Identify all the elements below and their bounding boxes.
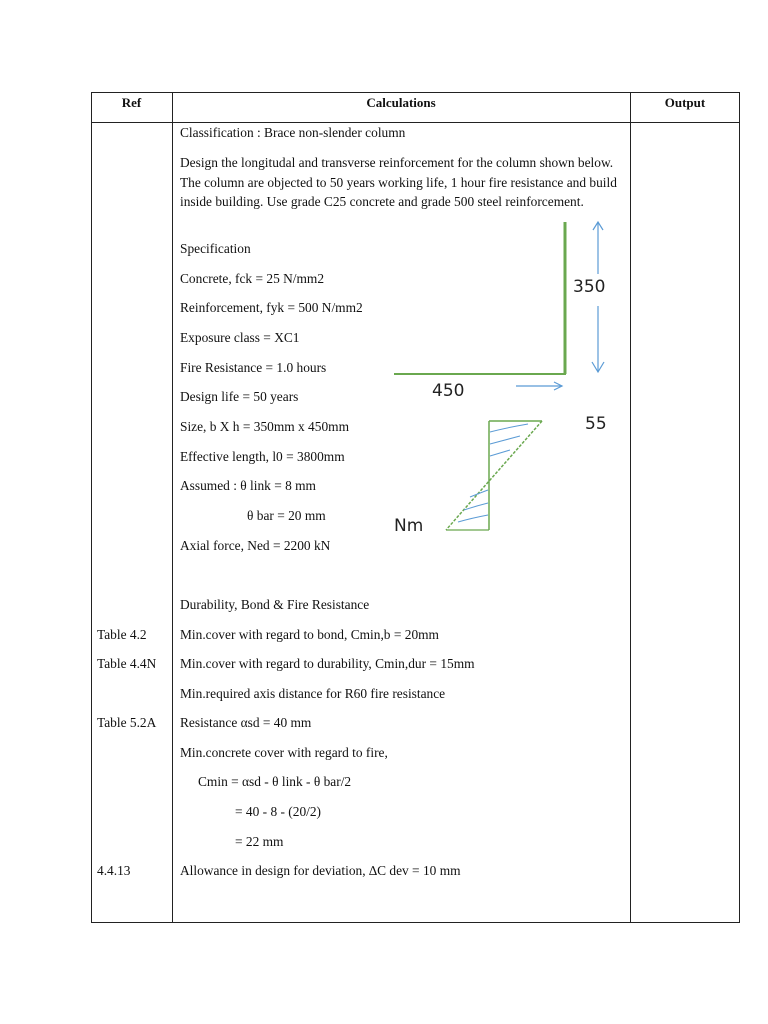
calculation-table (91, 92, 740, 923)
ref-table-5-2a: Table 5.2A (97, 715, 157, 730)
fire-resistance-line: Fire Resistance = 1.0 hours (180, 360, 327, 375)
ref-clause-4-4-13: 4.4.13 (97, 863, 131, 878)
cover-bond-line: Min.cover with regard to bond, Cmin,b = 20mm (180, 627, 439, 642)
header-ref: Ref (121, 95, 142, 110)
column-divider-output (630, 92, 631, 923)
ref-table-4-4n: Table 4.4N (97, 656, 157, 671)
column-divider-ref (172, 92, 173, 923)
cmin-result-line: = 22 mm (235, 834, 284, 849)
resistance-line: Resistance αsd = 40 mm (180, 715, 312, 730)
cmin-formula-line: Cmin = αsd - θ link - θ bar/2 (198, 774, 352, 789)
size-line: Size, b X h = 350mm x 450mm (180, 419, 349, 434)
exposure-line: Exposure class = XC1 (180, 330, 300, 345)
assumed-bar-line: θ bar = 20 mm (247, 508, 326, 523)
design-life-line: Design life = 50 years (180, 389, 299, 404)
classification-line: Classification : Brace non-slender column (180, 125, 406, 140)
axial-force-line: Axial force, Ned = 2200 kN (180, 538, 331, 553)
ref-table-4-2: Table 4.2 (97, 627, 147, 642)
axis-distance-line: Min.required axis distance for R60 fire resistance (180, 686, 446, 701)
cover-durability-line: Min.cover with regard to durability, Cmin,dur = 15mm (180, 656, 475, 671)
concrete-line: Concrete, fck = 25 N/mm2 (180, 271, 325, 286)
header-calculations: Calculations (366, 95, 436, 110)
effective-length-line: Effective length, l0 = 3800mm (180, 449, 345, 464)
specification-heading: Specification (180, 241, 251, 256)
cover-fire-line: Min.concrete cover with regard to fire, (180, 745, 388, 760)
label-nm: Nm (394, 516, 424, 536)
label-350: 350 (573, 277, 606, 297)
cmin-substitution-line: = 40 - 8 - (20/2) (235, 804, 322, 819)
header-output: Output (664, 95, 706, 110)
assumed-link-line: Assumed : θ link = 8 mm (180, 478, 316, 493)
allowance-line: Allowance in design for deviation, ∆C dev = 10 mm (180, 863, 461, 878)
label-450: 450 (432, 381, 465, 401)
label-55: 55 (585, 414, 607, 434)
durability-heading: Durability, Bond & Fire Resistance (180, 597, 370, 612)
reinforcement-line: Reinforcement, fyk = 500 N/mm2 (180, 300, 363, 315)
design-description: Design the longitudal and transverse reinforcement for the column shown below. The column are objected to 50 years working life, 1 hour fire resistance and build inside building. Use grade C25 concrete and grade 500 steel reinforcement. (180, 155, 617, 209)
